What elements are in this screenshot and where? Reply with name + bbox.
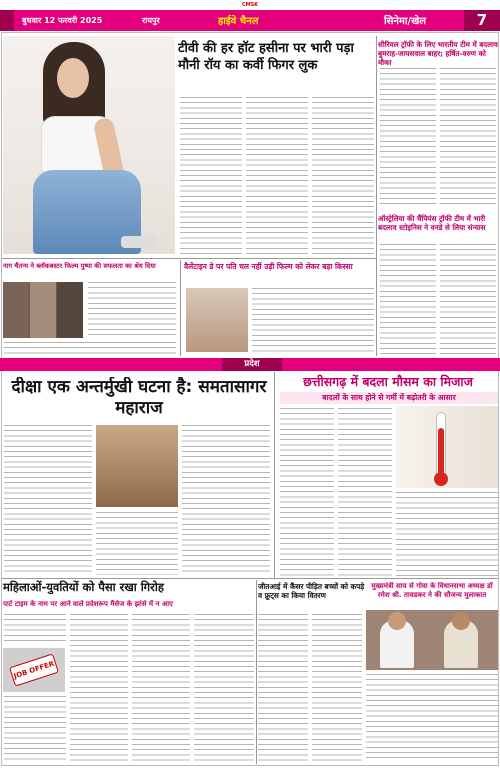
lead-body-col1: [180, 97, 242, 255]
diksha-body-a: [4, 425, 92, 575]
nag-chaitanya-headline: नाग चैतन्य ने ब्लॉकबस्टर फिल्म पुष्पा की सफलता का श्रेय दिया: [3, 262, 156, 270]
lead-headline: टीवी की हर हॉट हसीना पर भारी पड़ा मौनी रॉय का कर्वी फिगर लुक: [178, 41, 354, 73]
valentine-photo: [186, 288, 248, 352]
right-headline-2: ऑस्ट्रेलिया की चैंपियंस ट्रॉफी टीम में भारी बदलाव स्टोइनिस ने वनडे से लिया संन्यास: [378, 214, 486, 232]
women-body-c: [70, 614, 128, 762]
brand-logo: CMSK: [241, 2, 259, 8]
cancer-body-a: [258, 614, 308, 762]
divider: [256, 580, 257, 764]
right-body-2a: [380, 244, 436, 354]
cancer-headline: जीतआई में कैंसर पीड़ित बच्चों को कपड़े व फ्रूट्स का किया वितरण: [258, 582, 365, 600]
page-header: [0, 10, 500, 31]
nag-chaitanya-photo: [3, 282, 83, 338]
women-body-d: [132, 614, 190, 762]
diksha-body-c: [96, 512, 178, 575]
section-banner-label: प्रदेश: [222, 358, 282, 371]
weather-body-a: [280, 408, 334, 576]
cm-headline: मुख्यमंत्री साय से गोवा के विधानसभा अध्यक्ष डॉ रमेश श्री. तावडकर ने की सौजन्य मुलाकात: [371, 582, 493, 599]
divider: [2, 578, 498, 579]
weather-body-c: [396, 492, 498, 576]
valentine-headline: वैलेंटाइन डे पर पति चल नहीं उड़ी फिल्म को लेकर बड़ा किस्सा: [184, 262, 353, 271]
women-subheadline: पार्ट टाइम के नाम पर आने वाले प्रदेशरूप मैसेज के झांसे में न आए: [3, 600, 173, 608]
right-body-1a: [380, 68, 436, 208]
divider: [180, 260, 181, 356]
women-headline: महिलाओं-युवतियों को पैसा रखा गिरोह: [3, 580, 164, 594]
section-right-title: सिनेमा/खेल: [384, 16, 427, 27]
lead-photo-actress: [3, 36, 175, 254]
cancer-body-b: [312, 614, 362, 762]
right-body-1b: [440, 68, 496, 208]
section-left-title: हाईवे चैनल: [218, 16, 259, 27]
issue-date: बुधवार 12 फरवरी 2025: [22, 16, 103, 25]
nag-body-b: [4, 342, 176, 356]
header-left-tab: [0, 10, 14, 31]
right-body-2b: [440, 244, 496, 354]
weather-thermometer-photo: [396, 406, 498, 488]
women-body-e: [194, 614, 254, 762]
cm-meeting-photo: [366, 610, 498, 670]
weather-body-b: [338, 408, 392, 576]
issue-city: रायपुर: [142, 16, 160, 25]
divider: [274, 372, 275, 578]
cm-body: [366, 674, 498, 762]
section-banner: [0, 358, 500, 371]
valentine-body-a: [252, 288, 374, 352]
weather-subhead: बादलों के साथ होने से गर्मी में बढ़ोतरी के आसार: [322, 393, 456, 402]
lead-body-col3: [312, 97, 374, 255]
diksha-body-b: [182, 425, 270, 575]
job-offer-sign: JOB OFFER: [9, 653, 59, 686]
page-number: 7: [464, 10, 500, 31]
divider: [2, 258, 376, 259]
job-offer-photo: [3, 648, 65, 692]
women-body-a: [4, 614, 66, 644]
divider: [376, 36, 377, 356]
diksha-photo: [96, 425, 178, 507]
weather-headline: छत्तीसगढ़ में बदला मौसम का मिजाज: [303, 374, 473, 389]
lead-body-col2: [246, 97, 308, 255]
women-body-b: [4, 696, 66, 762]
diksha-headline: दीक्षा एक अन्तर्मुखी घटना है: समतासागर महाराज: [11, 377, 267, 418]
right-headline-1: सीरियल ट्रॉफी के लिए भारतीय टीम में बदलाव बुमराह-जायसवाल बाहर; हर्षित-वरुण को मौका: [378, 40, 498, 67]
weather-subhead-band: [280, 392, 498, 404]
nag-body-a: [88, 282, 176, 338]
